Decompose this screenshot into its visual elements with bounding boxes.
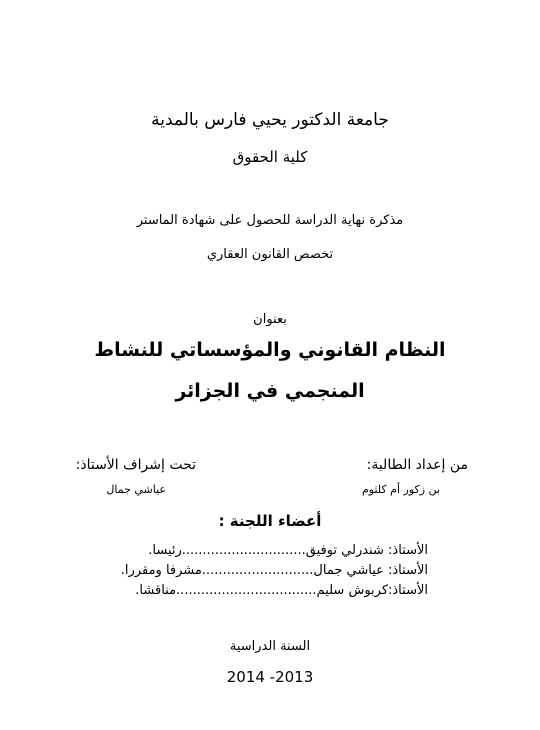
academic-year-value: 2014 -2013 bbox=[226, 668, 314, 686]
memo-specialty: تخصص القانون العقاري bbox=[206, 247, 334, 262]
academic-year-label: السنة الدراسية bbox=[229, 639, 311, 654]
titled-label: بعنوان bbox=[253, 312, 287, 327]
student-name: بن زكور أم كلثوم bbox=[361, 483, 440, 496]
memo-purpose: مذكرة نهاية الدراسة للحصول على شهادة الماستر bbox=[136, 213, 404, 228]
prepared-by-label: من إعداد الطالبة: bbox=[366, 457, 468, 473]
jury-heading: أعضاء اللجنة : bbox=[218, 512, 322, 530]
jury-member-examiner: الأستاذ:كربوش سليم..................................مناقشا. bbox=[135, 583, 428, 598]
thesis-title-line-2: المنجمي في الجزائر bbox=[175, 380, 365, 402]
jury-member-supervisor: الأستاذ: عياشي جمال...........................مشرفا ومقررا. bbox=[120, 563, 428, 578]
supervisor-name: عياشي جمال bbox=[106, 483, 166, 496]
supervisor-label: تحت إشراف الأستاذ: bbox=[75, 457, 196, 473]
university-name: جامعة الدكتور يحيي فارس بالمدية bbox=[151, 110, 389, 130]
jury-member-president: الأستاذ: شندرلي توفيق..............................رئيسا. bbox=[148, 543, 428, 558]
thesis-title-line-1: النظام القانوني والمؤسساتي للنشاط bbox=[94, 339, 446, 361]
faculty-name: كلية الحقوق bbox=[232, 148, 308, 166]
